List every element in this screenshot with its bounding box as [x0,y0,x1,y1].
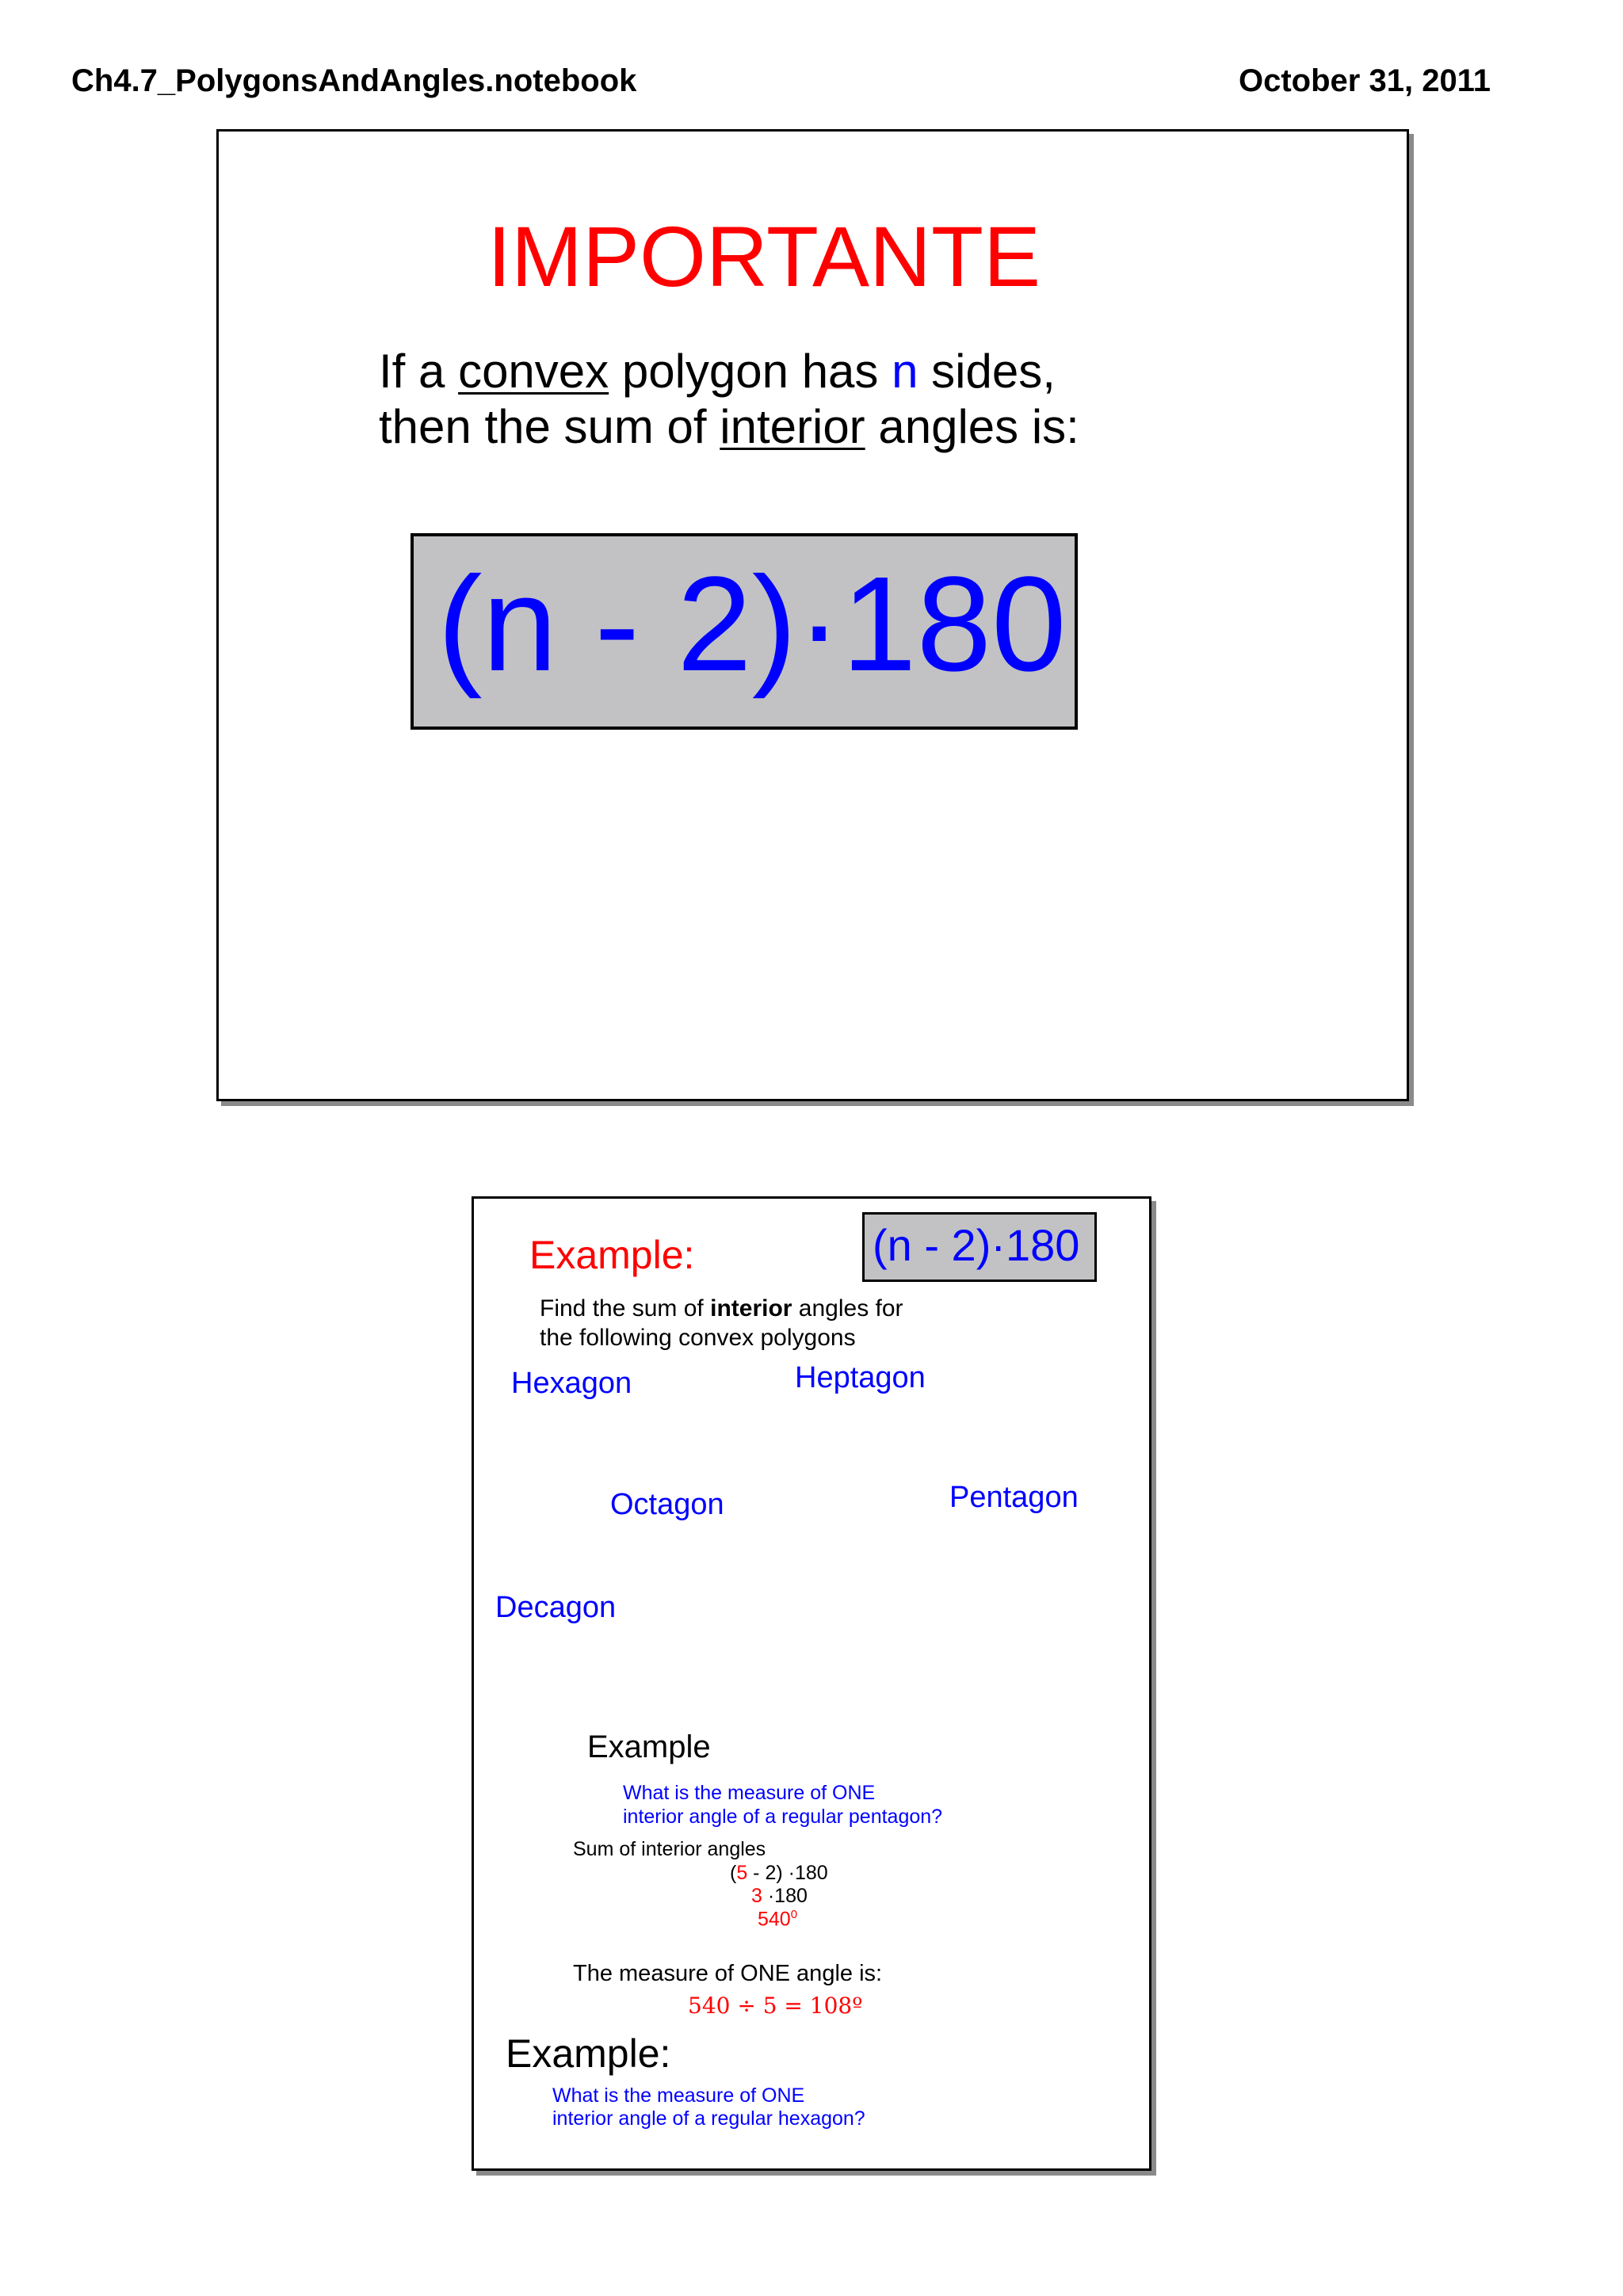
interior-bold: interior [710,1295,792,1322]
variable-n: n [892,345,918,398]
example-label: Example: [529,1233,695,1277]
statement-line-1 [379,344,1056,399]
interior-term: interior [720,400,865,453]
pentagon-question [623,1781,942,1829]
question-line: What is the measure of ONE [623,1782,876,1804]
slide-importante [216,129,1409,1101]
work-step-1 [730,1862,828,1885]
degree-superscript: 0 [790,1908,798,1921]
answer-text: 540 ÷ 5 = 108º [688,1993,863,2019]
instruction-text [540,1294,903,1352]
polygon-octagon: Octagon [610,1488,724,1521]
work-step-3 [758,1908,797,1931]
question-line: interior angle of a regular hexagon? [552,2107,865,2130]
statement-line-2 [379,399,1079,454]
example-3-label: Example: [506,2031,671,2076]
polygon-decagon: Decagon [495,1591,617,1624]
polygon-hexagon: Hexagon [511,1367,632,1400]
text-segment: sides, [918,345,1056,398]
text-segment: If a [379,345,459,398]
formula-box [411,533,1078,730]
polygon-heptagon: Heptagon [795,1361,926,1394]
text-segment: polygon has [609,345,892,398]
formula-text-small: (n - 2)·180 [873,1220,1080,1270]
measure-label: The measure of ONE angle is: [573,1961,883,1986]
notebook-filename: Ch4.7_PolygonsAndAngles.notebook [71,63,637,98]
formula-box-small [862,1212,1097,1282]
formula-text: (n - 2)·180 [437,549,1067,700]
sum-label: Sum of interior angles [573,1838,766,1860]
polygon-pentagon: Pentagon [949,1481,1079,1514]
example-2-label: Example [587,1730,711,1764]
question-line: What is the measure of ONE [552,2084,805,2107]
notebook-date: October 31, 2011 [1239,63,1491,98]
text-segment: the following convex polygons [540,1325,856,1351]
slide-example [472,1196,1151,2171]
text-segment: ( [730,1862,737,1884]
convex-term: convex [458,345,609,398]
text-segment: angles is: [865,400,1079,453]
text-segment: ·180 [762,1885,808,1907]
text-segment: then the sum of [379,400,720,453]
text-segment: - 2) ·180 [747,1862,828,1884]
work-step-2 [751,1885,808,1908]
sum-value: 540 [758,1908,791,1931]
value-five: 5 [736,1862,748,1884]
hexagon-question [552,2084,865,2130]
slide-title: IMPORTANTE [487,208,1041,304]
question-line: interior angle of a regular pentagon? [623,1806,943,1828]
text-segment: angles for [792,1295,903,1322]
value-three: 3 [751,1885,762,1907]
text-segment: Find the sum of [540,1295,711,1322]
